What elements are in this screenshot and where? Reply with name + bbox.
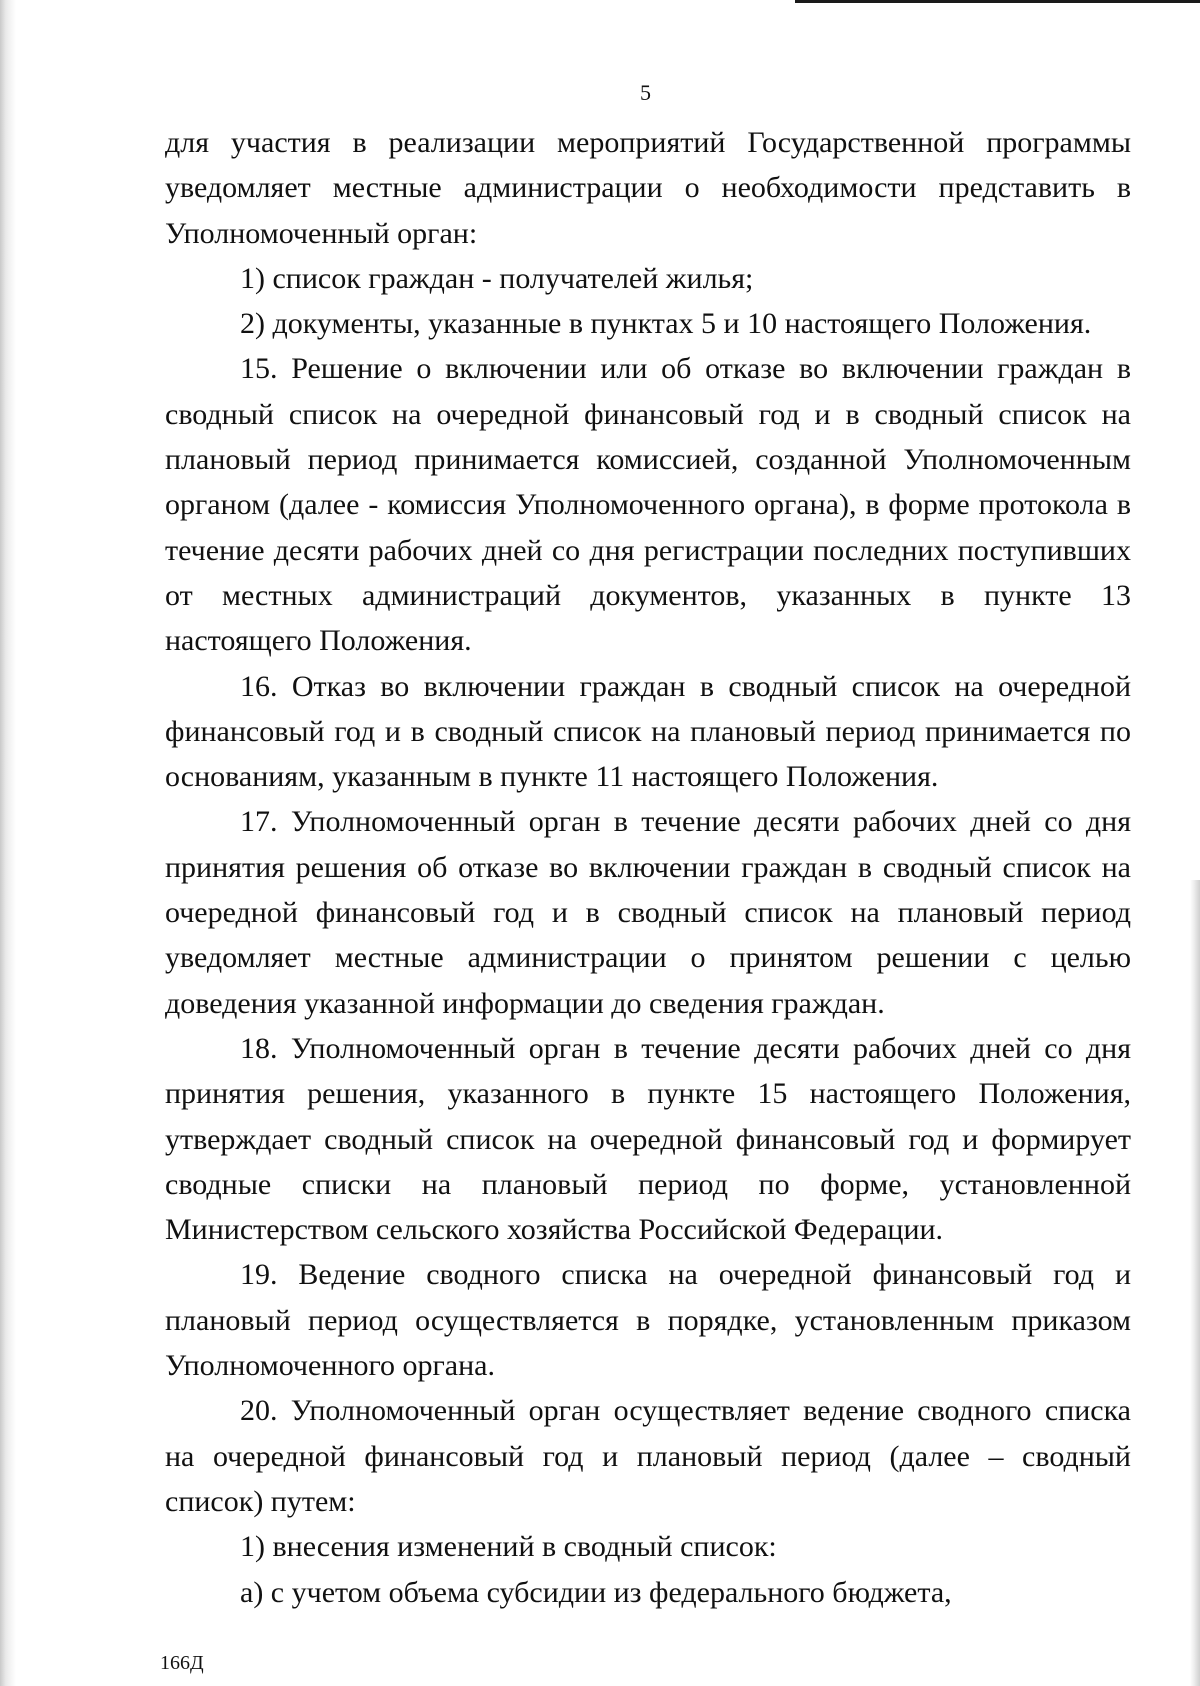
paragraph: 2) документы, указанные в пунктах 5 и 10 настоящего Положения. <box>240 307 1092 341</box>
scan-line-top <box>795 0 1200 3</box>
paragraph: а) с учетом объема субсидии из федерального бюджета, <box>240 1575 952 1609</box>
paragraph: 19. Ведение сводного списка на очередной финансовый год и плановый период осуществляется в порядке, установленным приказом Уполномоченного органа. <box>165 1258 1131 1383</box>
footer-code: 166Д <box>160 1652 204 1674</box>
scan-edge-right <box>1190 880 1200 1686</box>
paragraph: 20. Уполномоченный орган осуществляет ведение сводного списка на очередной финансовый год и плановый период (далее – сводный список) путем: <box>165 1394 1131 1518</box>
paragraph: 1) внесения изменений в сводный список: <box>240 1530 777 1564</box>
paragraph: 16. Отказ во включении граждан в сводный список на очередной финансовый год и в сводный список на плановый период принимается по основаниям, указанным в пункте 11 настоящего Положения. <box>165 669 1131 794</box>
document-body <box>165 120 1131 1615</box>
paragraph: 15. Решение о включении или об отказе во включении граждан в сводный список на очередной финансовый год и в сводный список на плановый период принимается комиссией, созданной Уполномоченным органом (далее - комиссия Уполномоченного органа), в форме протокола в течение десяти рабочих дней со дня регистрации последних поступивших от местных администраций документов, указанных в пункте 13 настоящего Положения. <box>165 352 1131 658</box>
paragraph: 1) список граждан - получателей жилья; <box>240 261 754 295</box>
paragraph: для участия в реализации мероприятий Государственной программы уведомляет местные администрации о необходимости представить в Уполномоченный орган: <box>165 126 1131 250</box>
paragraph: 17. Уполномоченный орган в течение десяти рабочих дней со дня принятия решения об отказе во включении граждан в сводный список на очередной финансовый год и в сводный список на плановый период уведомляет местные администрации о принятом решении с целью доведения указанной информации до сведения граждан. <box>165 805 1131 1020</box>
paragraph: 18. Уполномоченный орган в течение десяти рабочих дней со дня принятия решения, указанного в пункте 15 настоящего Положения, утверждает сводный список на очередной финансовый год и формирует сводные списки на плановый период по форме, установленной Министерством сельского хозяйства Российской Федерации. <box>165 1031 1131 1247</box>
page-number: 5 <box>640 80 651 105</box>
scan-edge-left <box>0 0 16 1686</box>
